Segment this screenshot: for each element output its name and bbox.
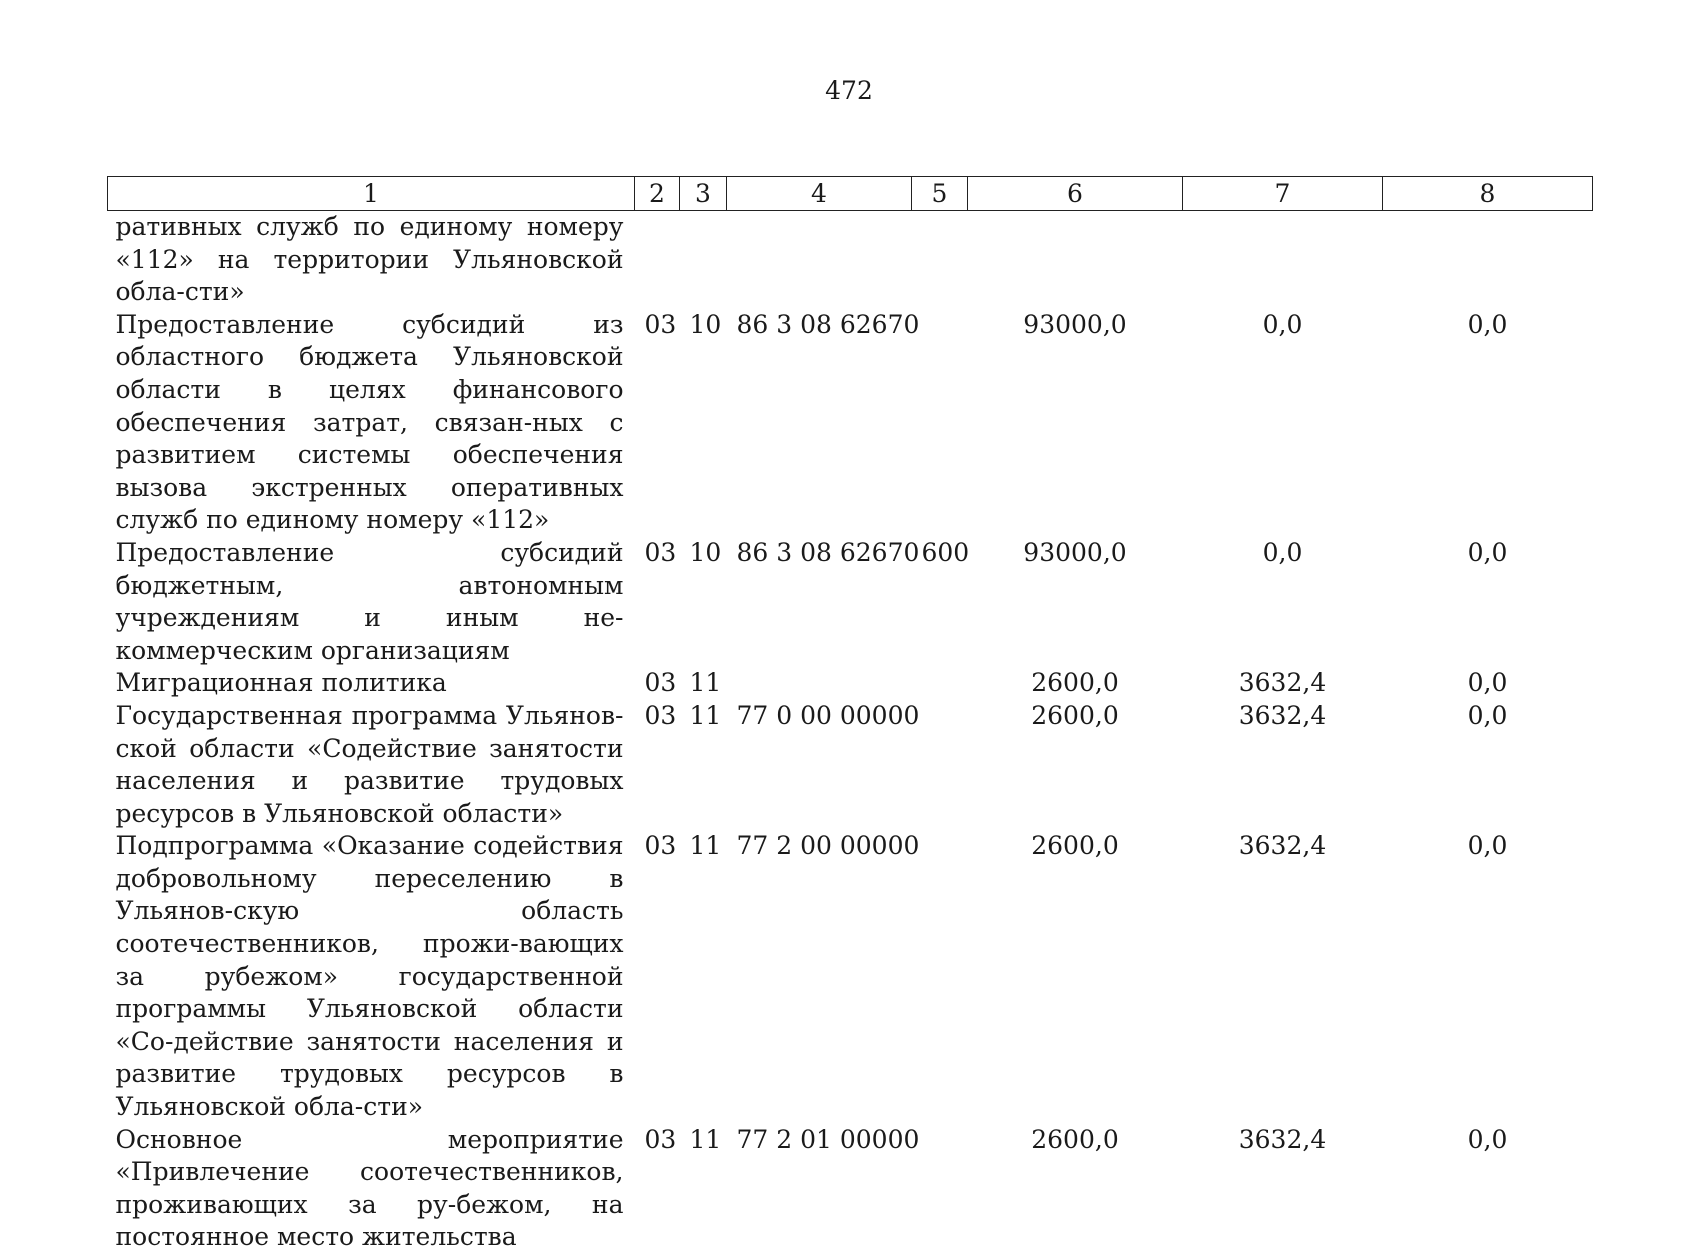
- row-amount-col6: [968, 211, 1183, 309]
- row-subsection: [680, 211, 727, 309]
- row-amount-col6: 93000,0: [968, 537, 1183, 667]
- row-description: Государственная программа Ульянов-ской области «Содействие занятости населения и развитие трудовых ресурсов в Ульяновской области»: [108, 700, 635, 830]
- row-subsection: 11: [680, 667, 727, 700]
- row-amount-col6: 2600,0: [968, 1124, 1183, 1254]
- row-expense-type: [912, 667, 968, 700]
- row-amount-col6: 2600,0: [968, 700, 1183, 830]
- column-header-1: 1: [108, 177, 635, 211]
- row-target-article: 86 3 08 62670: [727, 537, 912, 667]
- column-header-8: 8: [1383, 177, 1593, 211]
- row-expense-type: [912, 830, 968, 1123]
- row-expense-type: [912, 1124, 968, 1254]
- row-target-article: [727, 667, 912, 700]
- row-section: 03: [635, 309, 680, 537]
- row-amount-col7: 3632,4: [1183, 1124, 1383, 1254]
- table-row: [108, 1124, 1593, 1254]
- row-amount-col8: 0,0: [1383, 830, 1593, 1123]
- row-amount-col6: 2600,0: [968, 830, 1183, 1123]
- table-row: [108, 211, 1593, 309]
- row-description: Предоставление субсидий из областного бюджета Ульяновской области в целях финансового обеспечения затрат, связан-ных с развитием системы обеспечения вызова экстренных оперативных служб по единому номеру «112»: [108, 309, 635, 537]
- row-target-article: 77 0 00 00000: [727, 700, 912, 830]
- row-section: [635, 211, 680, 309]
- row-description: Миграционная политика: [108, 667, 635, 700]
- row-subsection: 11: [680, 700, 727, 830]
- column-header-5: 5: [912, 177, 968, 211]
- row-amount-col8: 0,0: [1383, 1124, 1593, 1254]
- table-row: [108, 830, 1593, 1123]
- row-amount-col7: 3632,4: [1183, 700, 1383, 830]
- page-number: 472: [0, 76, 1698, 105]
- row-amount-col7: 0,0: [1183, 537, 1383, 667]
- row-section: 03: [635, 667, 680, 700]
- row-section: 03: [635, 700, 680, 830]
- row-amount-col6: 93000,0: [968, 309, 1183, 537]
- row-target-article: 77 2 00 00000: [727, 830, 912, 1123]
- column-header-2: 2: [635, 177, 680, 211]
- row-amount-col7: 0,0: [1183, 309, 1383, 537]
- row-target-article: 86 3 08 62670: [727, 309, 912, 537]
- row-amount-col8: 0,0: [1383, 537, 1593, 667]
- column-header-7: 7: [1183, 177, 1383, 211]
- row-description: Основное мероприятие «Привлечение соотечественников, проживающих за ру-бежом, на постоянное место жительства: [108, 1124, 635, 1254]
- row-description: Предоставление субсидий бюджетным, автономным учреждениям и иным не-коммерческим организациям: [108, 537, 635, 667]
- row-amount-col8: 0,0: [1383, 309, 1593, 537]
- table-row: [108, 700, 1593, 830]
- row-section: 03: [635, 1124, 680, 1254]
- table-row: [108, 667, 1593, 700]
- row-subsection: 11: [680, 830, 727, 1123]
- row-expense-type: [912, 309, 968, 537]
- column-header-4: 4: [727, 177, 912, 211]
- header-row: [108, 177, 1593, 211]
- row-target-article: 77 2 01 00000: [727, 1124, 912, 1254]
- row-target-article: [727, 211, 912, 309]
- row-amount-col7: 3632,4: [1183, 830, 1383, 1123]
- row-description: Подпрограмма «Оказание содействия добровольному переселению в Ульянов-скую область соотечественников, прожи-вающих за рубежом» государственной программы Ульяновской области «Со-действие занятости населения и развитие трудовых ресурсов в Ульяновской обла-сти»: [108, 830, 635, 1123]
- column-header-6: 6: [968, 177, 1183, 211]
- row-expense-type: [912, 700, 968, 830]
- row-subsection: 10: [680, 537, 727, 667]
- row-amount-col8: [1383, 211, 1593, 309]
- table-row: [108, 537, 1593, 667]
- budget-table: [107, 176, 1593, 1254]
- row-subsection: 10: [680, 309, 727, 537]
- row-amount-col8: 0,0: [1383, 667, 1593, 700]
- row-description: ративных служб по единому номеру «112» на территории Ульяновской обла-сти»: [108, 211, 635, 309]
- row-amount-col7: [1183, 211, 1383, 309]
- row-subsection: 11: [680, 1124, 727, 1254]
- row-section: 03: [635, 830, 680, 1123]
- row-expense-type: 600: [912, 537, 968, 667]
- row-amount-col6: 2600,0: [968, 667, 1183, 700]
- row-section: 03: [635, 537, 680, 667]
- table-header: [108, 177, 1593, 211]
- row-expense-type: [912, 211, 968, 309]
- table-body: [108, 211, 1593, 1254]
- column-header-3: 3: [680, 177, 727, 211]
- table-row: [108, 309, 1593, 537]
- row-amount-col8: 0,0: [1383, 700, 1593, 830]
- row-amount-col7: 3632,4: [1183, 667, 1383, 700]
